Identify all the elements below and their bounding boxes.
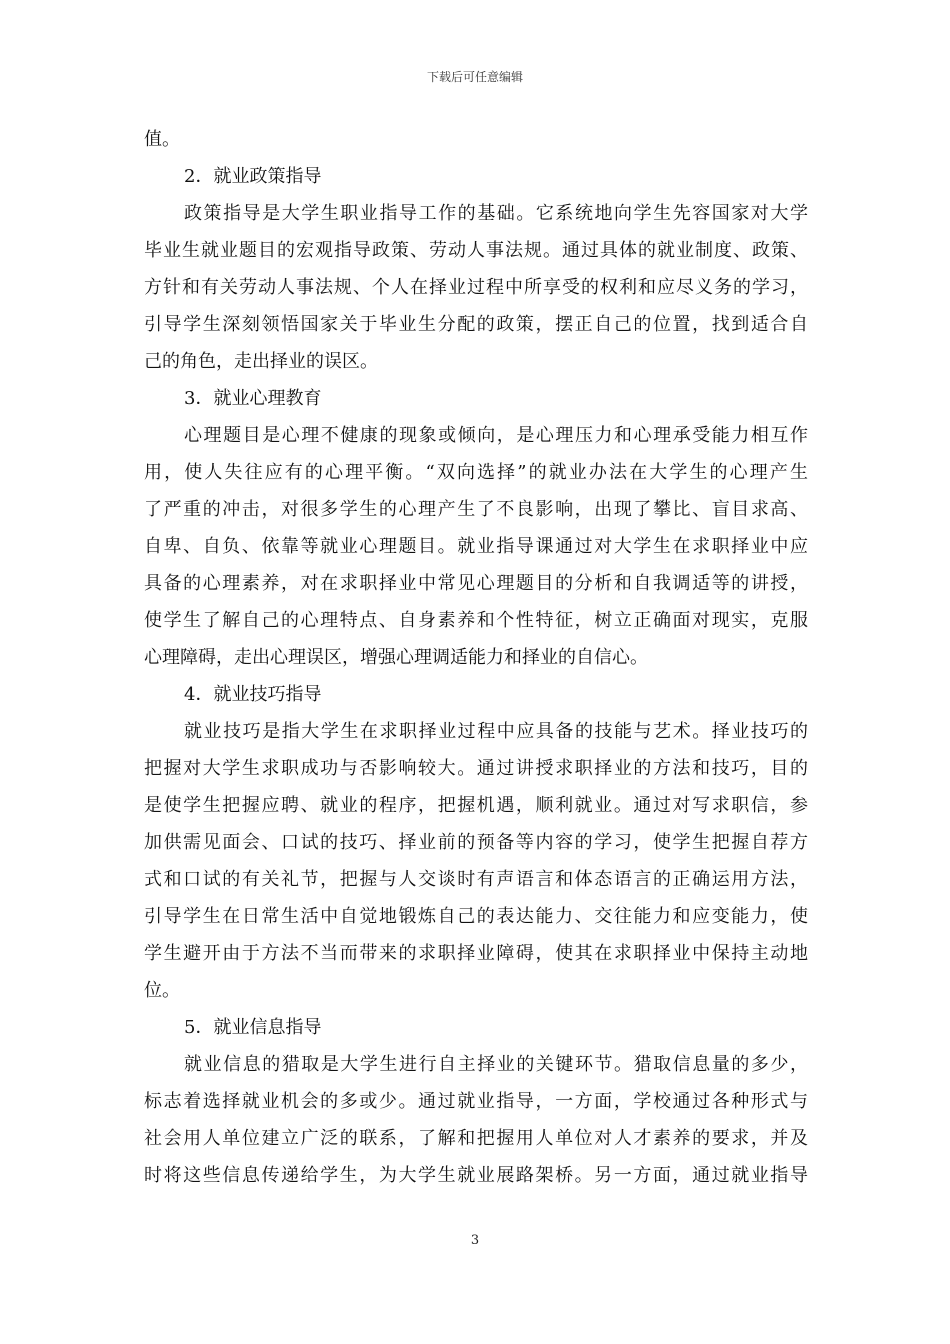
- text-line: 毕业生就业题目的宏观指导政策、劳动人事法规。通过具体的就业制度、政策、: [144, 240, 808, 261]
- section-heading: 4．就业技巧指导: [184, 684, 322, 705]
- document-body: [144, 121, 808, 1194]
- page-header-note: 下载后可任意编辑: [426, 70, 523, 84]
- text-line: 就业信息的猎取是大学生进行自主择业的关键环节。猎取信息量的多少，: [184, 1054, 808, 1075]
- text-line: 值。: [144, 129, 180, 150]
- text-line: 时将这些信息传递给学生，为大学生就业展路架桥。另一方面，通过就业指导: [144, 1165, 808, 1186]
- section-heading: 3．就业心理教育: [184, 388, 322, 409]
- text-line: 政策指导是大学生职业指导工作的基础。它系统地向学生先容国家对大学: [184, 203, 808, 224]
- text-line: 位。: [144, 980, 180, 1001]
- page-number: 3: [470, 1233, 480, 1248]
- text-line: 心理题目是心理不健康的现象或倾向，是心理压力和心理承受能力相互作: [184, 425, 808, 446]
- text-line: 了严重的冲击，对很多学生的心理产生了不良影响，出现了攀比、盲目求高、: [144, 499, 808, 520]
- text-line: 加供需见面会、口试的技巧、择业前的预备等内容的学习，使学生把握自荐方: [144, 832, 808, 853]
- text-line: 心理障碍，走出心理误区，增强心理调适能力和择业的自信心。: [144, 647, 648, 668]
- text-line: 学生避开由于方法不当而带来的求职择业障碍，使其在求职择业中保持主动地: [144, 943, 808, 964]
- text-line: 标志着选择就业机会的多或少。通过就业指导，一方面，学校通过各种形式与: [144, 1091, 808, 1112]
- text-line: 使学生了解自己的心理特点、自身素养和个性特征，树立正确面对现实，克服: [144, 610, 808, 631]
- text-line: 社会用人单位建立广泛的联系，了解和把握用人单位对人才素养的要求，并及: [144, 1128, 808, 1149]
- text-line: 用，使人失往应有的心理平衡。“双向选择”的就业办法在大学生的心理产生: [144, 462, 808, 483]
- text-line: 把握对大学生求职成功与否影响较大。通过讲授求职择业的方法和技巧，目的: [144, 758, 808, 779]
- text-line: 自卑、自负、依靠等就业心理题目。就业指导课通过对大学生在求职择业中应: [144, 536, 808, 557]
- text-line: 己的角色，走出择业的误区。: [144, 351, 378, 372]
- section-heading: 5．就业信息指导: [184, 1017, 322, 1038]
- text-line: 就业技巧是指大学生在求职择业过程中应具备的技能与艺术。择业技巧的: [184, 721, 808, 742]
- text-line: 具备的心理素养，对在求职择业中常见心理题目的分析和自我调适等的讲授，: [144, 573, 808, 594]
- text-line: 式和口试的有关礼节，把握与人交谈时有声语言和体态语言的正确运用方法，: [144, 869, 808, 890]
- text-line: 引导学生在日常生活中自觉地锻炼自己的表达能力、交往能力和应变能力，使: [144, 906, 808, 927]
- text-line: 方针和有关劳动人事法规、个人在择业过程中所享受的权利和应尽义务的学习，: [144, 277, 808, 298]
- text-line: 引导学生深刻领悟国家关于毕业生分配的政策，摆正自己的位置，找到适合自: [144, 314, 808, 335]
- text-line: 是使学生把握应聘、就业的程序，把握机遇，顺利就业。通过对写求职信，参: [144, 795, 808, 816]
- section-heading: 2．就业政策指导: [184, 166, 322, 187]
